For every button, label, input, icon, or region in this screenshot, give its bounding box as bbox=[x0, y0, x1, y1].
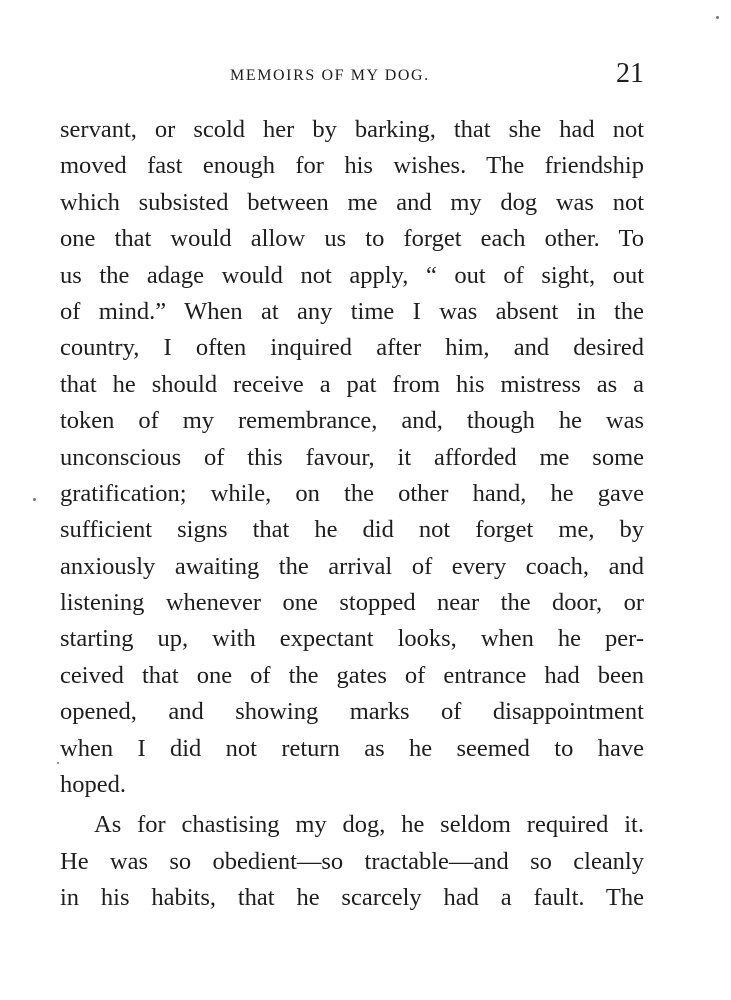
text-line: unconscious of this favour, it afforded me some bbox=[60, 443, 644, 471]
text-line: listening whenever one stopped near the door, or bbox=[60, 589, 644, 617]
text-line: token of my remembrance, and, though he was bbox=[60, 407, 644, 435]
text-line: sufficient signs that he did not forget me, by bbox=[60, 516, 644, 544]
text-line: country, I often inquired after him, and desired bbox=[60, 334, 644, 362]
text-line: hoped. bbox=[60, 771, 126, 799]
paper-speck bbox=[716, 16, 719, 19]
text-line: that he should receive a pat from his mistress as a bbox=[60, 370, 644, 398]
page-number: 21 bbox=[616, 58, 644, 89]
text-line: of mind.” When at any time I was absent in the bbox=[60, 297, 644, 325]
paragraph-1 bbox=[60, 112, 644, 803]
paragraph-2 bbox=[60, 807, 644, 916]
text-line: As for chastising my dog, he seldom required it. bbox=[94, 811, 644, 839]
text-line: moved fast enough for his wishes. The friendship bbox=[60, 152, 644, 180]
text-line: gratification; while, on the other hand, he gave bbox=[60, 479, 644, 507]
text-line: in his habits, that he scarcely had a fault. The bbox=[60, 884, 644, 912]
text-line: He was so obedient—so tractable—and so cleanly bbox=[60, 847, 644, 875]
text-line: ceived that one of the gates of entrance had been bbox=[60, 661, 644, 689]
running-head bbox=[60, 58, 644, 94]
text-line: starting up, with expectant looks, when he per- bbox=[60, 625, 644, 653]
text-line: servant, or scold her by barking, that she had not bbox=[60, 116, 644, 143]
text-line: which subsisted between me and my dog was not bbox=[60, 188, 644, 216]
text-line: one that would allow us to forget each other. To bbox=[60, 225, 644, 253]
paper-speck bbox=[33, 498, 36, 501]
text-line: opened, and showing marks of disappointment bbox=[60, 698, 644, 726]
running-title: MEMOIRS OF MY DOG. bbox=[230, 67, 430, 84]
text-line: us the adage would not apply, “ out of sight, out bbox=[60, 261, 644, 289]
paper-speck bbox=[57, 762, 59, 764]
text-line: anxiously awaiting the arrival of every coach, and bbox=[60, 552, 644, 580]
text-block bbox=[60, 112, 644, 917]
text-line: when I did not return as he seemed to have bbox=[60, 734, 644, 762]
